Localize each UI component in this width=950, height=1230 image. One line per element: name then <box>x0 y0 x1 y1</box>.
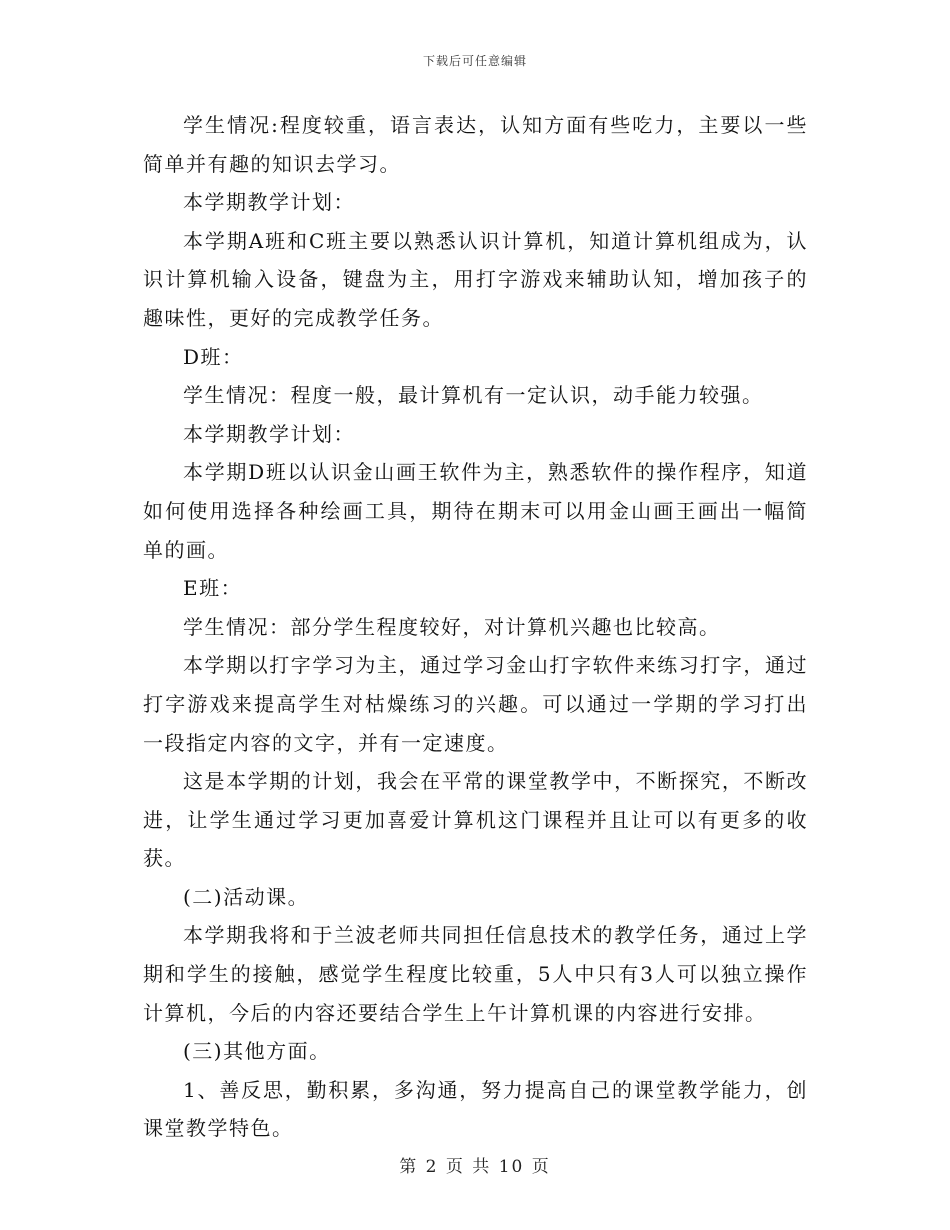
paragraph-plan-e: 本学期以打字学习为主，通过学习金山打字软件来练习打字，通过打字游戏来提高学生对枯燥练习的兴趣。可以通过一学期的学习打出一段指定内容的文字，并有一定速度。 <box>143 653 808 755</box>
paragraph-plan-heading-ac: 本学期教学计划： <box>183 190 355 215</box>
paragraph-plan-ac: 本学期A班和C班主要以熟悉认识计算机，知道计算机组成为，认识计算机输入设备，键盘为主，用打字游戏来辅助认知，增加孩子的趣味性，更好的完成教学任务。 <box>143 228 808 330</box>
paragraph-class-e-heading: E班： <box>183 576 243 601</box>
paragraph-plan-heading-d: 本学期教学计划： <box>183 421 355 446</box>
paragraph-activity: 本学期我将和于兰波老师共同担任信息技术的教学任务，通过上学期和学生的接触，感觉学生程度比较重，5人中只有3人可以独立操作计算机，今后的内容还要结合学生上午计算机课的内容进行安排。 <box>143 923 808 1025</box>
page-number: 第 2 页 共 10 页 <box>399 1157 551 1177</box>
paragraph-student-situation-d: 学生情况：程度一般，最计算机有一定认识，动手能力较强。 <box>183 383 764 408</box>
paragraph-plan-d: 本学期D班以认识金山画王软件为主，熟悉软件的操作程序，知道如何使用选择各种绘画工具，期待在期末可以用金山画王画出一幅简单的画。 <box>143 460 808 562</box>
paragraph-student-situation-e: 学生情况：部分学生程度较好，对计算机兴趣也比较高。 <box>183 614 721 639</box>
download-note: 下载后可任意编辑 <box>422 54 527 68</box>
paragraph-summary: 这是本学期的计划，我会在平常的课堂教学中，不断探究，不断改进，让学生通过学习更加喜爱计算机这门课程并且让可以有更多的收获。 <box>143 769 808 871</box>
paragraph-other-item-1: 1、善反思，勤积累，多沟通，努力提高自己的课堂教学能力，创课堂教学特色。 <box>143 1077 808 1141</box>
paragraph-student-situation-ac: 学生情况:程度较重，语言表达，认知方面有些吃力，主要以一些简单并有趣的知识去学习。 <box>143 113 808 176</box>
paragraph-other-heading: (三)其他方面。 <box>183 1039 331 1064</box>
document-body <box>143 106 808 1148</box>
paragraph-activity-heading: (二)活动课。 <box>183 884 310 909</box>
paragraph-class-d-heading: D班： <box>183 344 244 369</box>
